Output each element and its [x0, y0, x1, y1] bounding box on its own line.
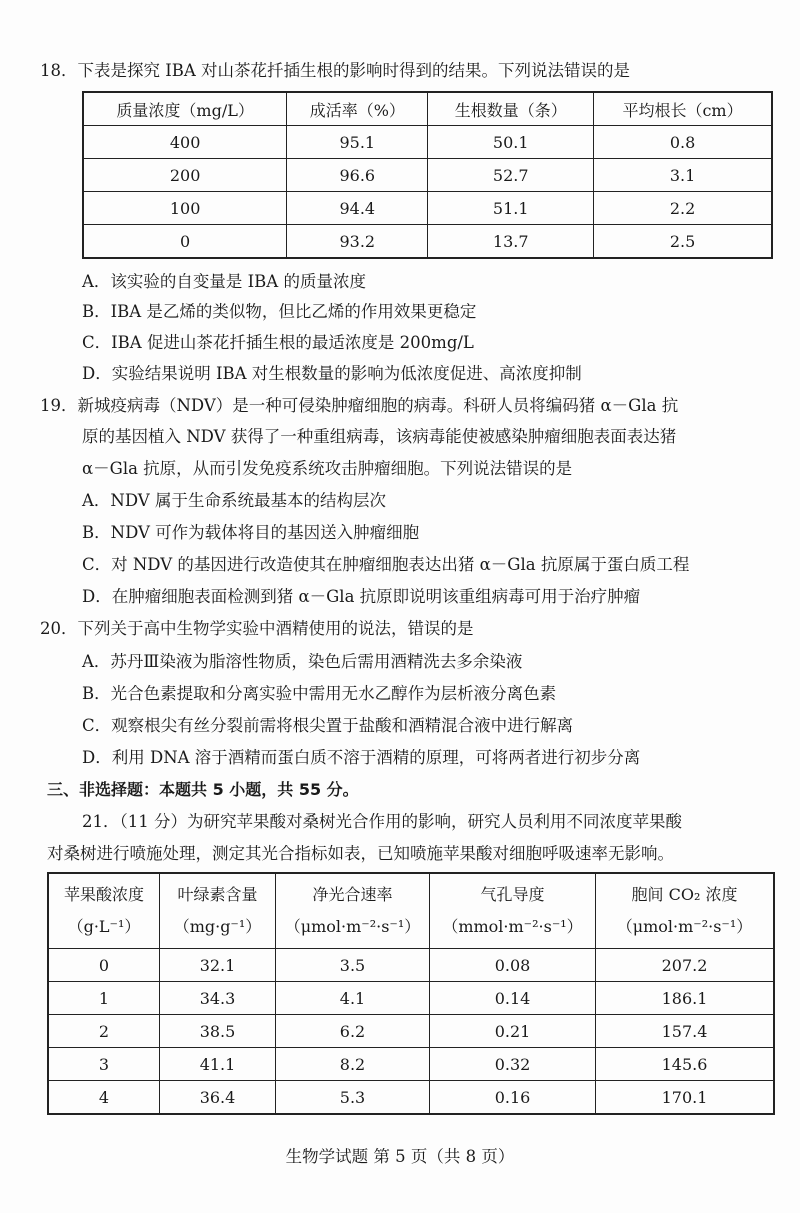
table-cell: 400	[83, 126, 287, 159]
page-footer: 生物学试题 第 5 页（共 8 页）	[285, 1147, 515, 1166]
table-row	[48, 949, 774, 982]
header-cell	[596, 873, 775, 949]
table-cell: 95.1	[287, 126, 428, 159]
table-cell: 3	[48, 1048, 160, 1081]
header-unit: （mg·g⁻¹）	[173, 917, 262, 936]
q18-table	[82, 91, 773, 259]
q19-option-d: D．在肿瘤细胞表面检测到猪 α－Gla 抗原即说明该重组病毒可用于治疗肿瘤	[82, 587, 641, 606]
table-cell: 0.08	[430, 949, 596, 982]
table-row	[83, 192, 772, 225]
q20-option-a: A．苏丹Ⅲ染液为脂溶性物质，染色后需用酒精洗去多余染液	[82, 652, 523, 671]
q18-option-a: A．该实验的自变量是 IBA 的质量浓度	[82, 272, 366, 291]
header-unit: （g·L⁻¹）	[67, 917, 141, 936]
header-cell: 质量浓度（mg/L）	[83, 92, 287, 126]
table-cell: 0.21	[430, 1015, 596, 1048]
q20-stem: 20．下列关于高中生物学实验中酒精使用的说法，错误的是	[40, 619, 474, 638]
table-row	[83, 225, 772, 259]
table-cell: 8.2	[276, 1048, 430, 1081]
section-heading: 三、非选择题：本题共 5 小题，共 55 分。	[47, 780, 359, 799]
header-cell: 平均根长（cm）	[594, 92, 772, 126]
q20-option-c: C．观察根尖有丝分裂前需将根尖置于盐酸和酒精混合液中进行解离	[82, 716, 574, 735]
table-row	[48, 1048, 774, 1081]
q19-option-a: A．NDV 属于生命系统最基本的结构层次	[82, 491, 386, 510]
table-cell: 4.1	[276, 982, 430, 1015]
q19-option-b: B．NDV 可作为载体将目的基因送入肿瘤细胞	[82, 523, 420, 542]
header-cell	[160, 873, 276, 949]
header-label: 苹果酸浓度	[63, 885, 144, 904]
table-cell: 5.3	[276, 1081, 430, 1115]
table-cell: 41.1	[160, 1048, 276, 1081]
table-cell: 4	[48, 1081, 160, 1115]
q21-stem-line: 21．（11 分）为研究苹果酸对桑树光合作用的影响，研究人员利用不同浓度苹果酸	[82, 812, 682, 831]
table-cell: 94.4	[287, 192, 428, 225]
table-cell: 1	[48, 982, 160, 1015]
table-header-row	[83, 92, 772, 126]
q19-stem-line: α－Gla 抗原，从而引发免疫系统攻击肿瘤细胞。下列说法错误的是	[82, 459, 573, 478]
table-cell: 96.6	[287, 159, 428, 192]
header-cell	[276, 873, 430, 949]
table-row	[83, 126, 772, 159]
table-cell: 3.5	[276, 949, 430, 982]
table-row	[48, 982, 774, 1015]
table-cell: 0.14	[430, 982, 596, 1015]
q18-option-c: C．IBA 促进山茶花扦插生根的最适浓度是 200mg/L	[82, 333, 474, 352]
table-cell: 6.2	[276, 1015, 430, 1048]
header-cell: 成活率（%）	[287, 92, 428, 126]
table-cell: 0.32	[430, 1048, 596, 1081]
table-cell: 3.1	[594, 159, 772, 192]
q21-stem-line: 对桑树进行喷施处理，测定其光合指标如表，已知喷施苹果酸对细胞呼吸速率无影响。	[47, 844, 674, 863]
table-cell: 13.7	[428, 225, 594, 259]
table-cell: 200	[83, 159, 287, 192]
table-cell: 52.7	[428, 159, 594, 192]
table-cell: 207.2	[596, 949, 775, 982]
table-cell: 170.1	[596, 1081, 775, 1115]
table-row	[48, 1081, 774, 1115]
q19-option-c: C．对 NDV 的基因进行改造使其在肿瘤细胞表达出猪 α－Gla 抗原属于蛋白质工程	[82, 555, 690, 574]
q19-stem-line: 原的基因植入 NDV 获得了一种重组病毒，该病毒能使被感染肿瘤细胞表面表达猪	[82, 427, 677, 446]
table-row	[48, 1015, 774, 1048]
table-cell: 157.4	[596, 1015, 775, 1048]
table-cell: 2.2	[594, 192, 772, 225]
table-cell: 2.5	[594, 225, 772, 259]
header-label: 胞间 CO₂ 浓度	[631, 885, 738, 904]
table-cell: 50.1	[428, 126, 594, 159]
table-cell: 0.16	[430, 1081, 596, 1115]
header-unit: （mmol·m⁻²·s⁻¹）	[442, 917, 583, 936]
table-cell: 34.3	[160, 982, 276, 1015]
table-header-row	[48, 873, 774, 949]
table-cell: 186.1	[596, 982, 775, 1015]
header-cell: 生根数量（条）	[428, 92, 594, 126]
q19-stem-line: 19．新城疫病毒（NDV）是一种可侵染肿瘤细胞的病毒。科研人员将编码猪 α－Gla 抗	[40, 396, 679, 415]
table-cell: 32.1	[160, 949, 276, 982]
table-row	[83, 159, 772, 192]
q18-option-d: D．实验结果说明 IBA 对生根数量的影响为低浓度促进、高浓度抑制	[82, 364, 582, 383]
header-cell	[48, 873, 160, 949]
table-cell: 36.4	[160, 1081, 276, 1115]
table-cell: 0	[48, 949, 160, 982]
q21-table	[47, 872, 775, 1115]
q20-option-b: B．光合色素提取和分离实验中需用无水乙醇作为层析液分离色素	[82, 684, 557, 703]
table-cell: 145.6	[596, 1048, 775, 1081]
table-cell: 2	[48, 1015, 160, 1048]
q18-stem: 18．下表是探究 IBA 对山茶花扦插生根的影响时得到的结果。下列说法错误的是	[40, 61, 631, 80]
table-cell: 93.2	[287, 225, 428, 259]
header-label: 气孔导度	[480, 885, 545, 904]
header-unit: （μmol·m⁻²·s⁻¹）	[284, 917, 421, 936]
table-cell: 0.8	[594, 126, 772, 159]
table-cell: 38.5	[160, 1015, 276, 1048]
table-cell: 0	[83, 225, 287, 259]
header-label: 叶绿素含量	[177, 885, 258, 904]
header-cell	[430, 873, 596, 949]
header-label: 净光合速率	[312, 885, 393, 904]
header-unit: （μmol·m⁻²·s⁻¹）	[616, 917, 753, 936]
q20-option-d: D．利用 DNA 溶于酒精而蛋白质不溶于酒精的原理，可将两者进行初步分离	[82, 748, 641, 767]
q18-option-b: B．IBA 是乙烯的类似物，但比乙烯的作用效果更稳定	[82, 302, 477, 321]
table-cell: 51.1	[428, 192, 594, 225]
table-cell: 100	[83, 192, 287, 225]
